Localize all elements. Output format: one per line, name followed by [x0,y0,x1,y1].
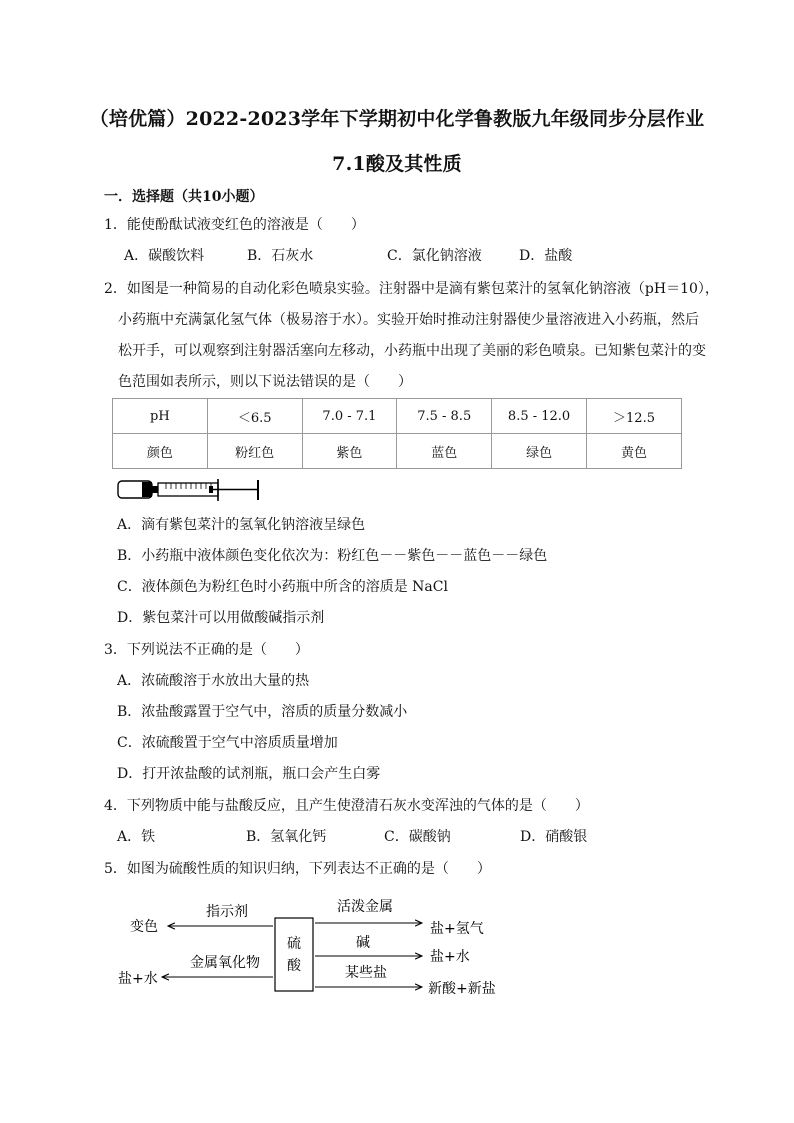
q2-option-a: A．滴有紫包菜汁的氢氧化钠溶液呈绿色 [117,517,366,533]
q3-option-d: D．打开浓盐酸的试剂瓶，瓶口会产生白雾 [117,766,381,782]
question-2-stem-line-4: 色范围如表所示，则以下说法错误的是（ ） [118,374,412,390]
q4-option-d: D．硝酸银 [520,829,588,845]
table-cell: 8.5 - 12.0 [492,399,587,434]
question-2-stem-line-1: 2．如图是一种简易的自动化彩色喷泉实验。注射器中是滴有紫包菜汁的氢氧化钠溶液（pH＝10）， [104,281,719,297]
table-cell: 绿色 [492,434,587,469]
page-title: （培优篇）2022-2023学年下学期初中化学鲁教版九年级同步分层作业 [89,108,705,130]
table-cell: ＜6.5 [207,399,302,434]
q4-option-b: B．氢氧化钙 [246,829,327,845]
q2-option-d: D．紫包菜汁可以用做酸碱指示剂 [117,610,325,626]
question-5-stem: 5．如图为硫酸性质的知识归纳，下列表达不正确的是（ ） [104,861,491,877]
q4-option-a: A．铁 [117,829,156,845]
q3-option-b: B．浓盐酸露置于空气中，溶质的质量分数减小 [117,704,408,720]
right-mid-result: 盐+水 [430,949,470,965]
center-bottom-char: 酸 [287,958,301,974]
center-box [275,918,313,991]
question-4-stem: 4．下列物质中能与盐酸反应，且产生使澄清石灰水变浑浊的气体的是（ ） [104,798,589,814]
center-top-char: 硫 [287,936,301,952]
question-1-stem: 1．能使酚酞试液变红色的溶液是（ ） [104,217,365,233]
ph-color-table [112,398,682,469]
left-top-label: 指示剂 [206,904,248,920]
question-2-stem-line-3: 松开手，可以观察到注射器活塞向左移动，小药瓶中出现了美丽的彩色喷泉。已知紫包菜汁的变 [118,343,706,359]
q2-option-c: C．液体颜色为粉红色时小药瓶中所含的溶质是 NaCl [117,579,448,595]
right-top-result: 盐+氢气 [430,921,484,937]
q1-option-a: A．碳酸饮料 [124,248,205,264]
q4-option-c: C．碳酸钠 [384,829,451,845]
table-cell: ＞12.5 [587,399,682,434]
right-bottom-label: 某些盐 [345,965,387,981]
page-subtitle: 7.1酸及其性质 [332,153,462,175]
q3-option-c: C．浓硫酸置于空气中溶质质量增加 [117,735,338,751]
left-bottom-result: 盐+水 [118,971,158,987]
table-cell: 黄色 [587,434,682,469]
q1-option-d: D．盐酸 [519,248,573,264]
question-2-stem-line-2: 小药瓶中充满氯化氢气体（极易溶于水）。实验开始时推动注射器使少量溶液进入小药瓶，然后 [118,312,699,328]
table-cell: 7.0 - 7.1 [302,399,397,434]
right-top-label: 活泼金属 [337,899,393,915]
table-cell: 颜色 [113,434,208,469]
question-3-stem: 3．下列说法不正确的是（ ） [104,642,309,658]
q1-option-c: C．氯化钠溶液 [387,248,482,264]
table-row [113,434,682,469]
left-bottom-label: 金属氧化物 [190,955,260,971]
table-cell: 粉红色 [207,434,302,469]
sulfuric-acid-properties-diagram [100,893,520,1005]
table-cell: 7.5 - 8.5 [397,399,492,434]
q2-option-b: B．小药瓶中液体颜色变化依次为：粉红色－－紫色－－蓝色－－绿色 [117,548,548,564]
table-cell: 紫色 [302,434,397,469]
section-heading: 一．选择题（共10小题） [104,189,264,205]
table-cell: pH [113,399,208,434]
right-mid-label: 碱 [356,935,370,951]
table-cell: 蓝色 [397,434,492,469]
syringe-illustration [116,477,266,503]
q1-option-b: B．石灰水 [247,248,314,264]
table-row [113,399,682,434]
right-bottom-result: 新酸+新盐 [428,981,496,997]
q3-option-a: A．浓硫酸溶于水放出大量的热 [117,673,310,689]
left-top-result: 变色 [130,919,158,935]
